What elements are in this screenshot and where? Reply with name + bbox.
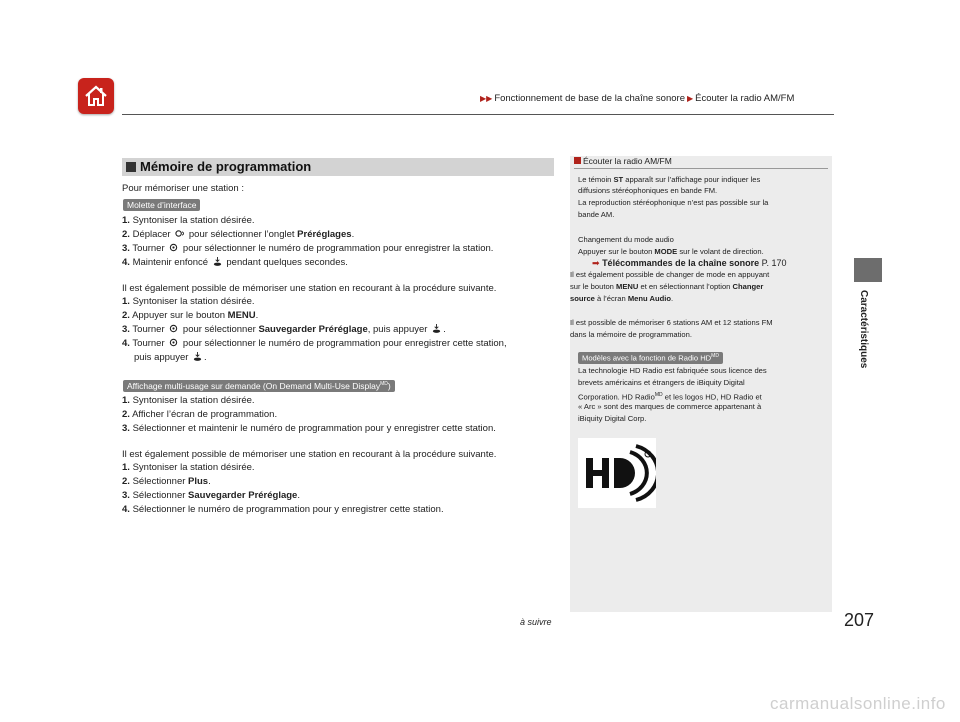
breadcrumb-item-2[interactable]: Écouter la radio AM/FM	[695, 93, 795, 104]
tag-interface-dial: Molette d’interface	[123, 199, 200, 211]
page-number: 207	[844, 610, 875, 630]
step: 4. Tourner pour sélectionner le numéro de programmation pour enregistrer cette station,	[122, 338, 507, 349]
step: 2. Appuyer sur le bouton MENU.	[122, 310, 259, 321]
note-text: « Arc » sont des marques de commerce appartenant à	[578, 402, 762, 411]
note-text: dans la mémoire de programmation.	[570, 330, 692, 339]
step-continuation: puis appuyer .	[134, 352, 207, 363]
step: 1. Syntoniser la station désirée.	[122, 462, 255, 473]
step: 2. Afficher l’écran de programmation.	[122, 409, 278, 420]
home-button[interactable]	[78, 78, 114, 114]
chapter-label: Caractéristiques	[858, 290, 869, 369]
tag-hd-radio: Modèles avec la fonction de Radio $HD^{MD}$	[578, 352, 723, 364]
dial-rotate-icon	[169, 243, 178, 252]
breadcrumb-item-1[interactable]: Fonctionnement de base de la chaîne sonore	[494, 93, 685, 104]
dial-press-icon	[193, 352, 202, 361]
step: 3. Sélectionner et maintenir le numéro de programmation pour y enregistrer cette station.	[122, 423, 496, 434]
link-arrow-icon: ➡	[592, 258, 600, 268]
note-text: Il est possible de mémoriser 6 stations AM et 12 stations FM	[570, 318, 773, 327]
hd-radio-logo	[578, 438, 656, 508]
header-divider	[122, 114, 834, 115]
step: 4. Maintenir enfoncé pendant quelques secondes.	[122, 257, 348, 268]
note-text: La reproduction stéréophonique n’est pas possible sur la	[578, 198, 769, 207]
step: 4. Sélectionner le numéro de programmation pour y enregistrer cette station.	[122, 504, 444, 515]
step: 1. Syntoniser la station désirée.	[122, 215, 255, 226]
dial-rotate-icon	[169, 338, 178, 347]
note-text: diffusions stéréophoniques en bande FM.	[578, 186, 718, 195]
note-text: Le témoin ST apparaît sur l’affichage pour indiquer les	[578, 175, 761, 184]
section-square-icon	[126, 162, 136, 172]
intro-text: Pour mémoriser une station :	[122, 183, 244, 194]
step: 2. Sélectionner Plus.	[122, 476, 211, 487]
dial-rotate-icon	[169, 324, 178, 333]
step: 3. Tourner pour sélectionner le numéro de programmation pour enregistrer la station.	[122, 243, 494, 254]
step: 2. Déplacer pour sélectionner l’onglet Préréglages.	[122, 229, 355, 240]
section-title-bar	[122, 158, 554, 176]
note-text: brevets américains et étrangers de iBiquity Digital	[578, 378, 745, 387]
note-text: bande AM.	[578, 210, 615, 219]
note-text: sur le bouton MENU et en sélectionnant l’option Changer	[570, 282, 764, 291]
note-divider	[574, 168, 828, 169]
note-link[interactable]: ➡ Télécommandes de la chaîne sonore P. 170	[592, 258, 787, 268]
section-title: Mémoire de programmation	[140, 159, 312, 174]
continued-label: à suivre	[520, 617, 552, 627]
dial-move-icon	[175, 229, 184, 238]
note-text: Changement du mode audio	[578, 235, 674, 244]
breadcrumb: ▶▶ Fonctionnement de base de la chaîne sonore ▶ Écouter la radio AM/FM	[480, 93, 795, 104]
note-text: Corporation. HD Radio$^{MD}$ et les logos HD, HD Radio et	[578, 392, 762, 402]
note-header: Écouter la radio AM/FM	[574, 156, 672, 166]
watermark: carmanualsonline.info	[770, 694, 946, 713]
step: 3. Tourner pour sélectionner Sauvegarder Préréglage, puis appuyer .	[122, 324, 446, 335]
dial-press-icon	[432, 324, 441, 333]
alt-procedure-text: Il est également possible de mémoriser une station en recourant à la procédure suivante.	[122, 283, 497, 294]
tag-odmd: Affichage multi-usage sur demande (On Demand Multi-Use Display$^{MD}$)	[123, 380, 395, 392]
note-text: iBiquity Digital Corp.	[578, 414, 647, 423]
note-marker-icon	[574, 157, 581, 164]
step: 1. Syntoniser la station désirée.	[122, 395, 255, 406]
note-text: La technologie HD Radio est fabriquée sous licence des	[578, 366, 767, 375]
note-text: source à l’écran Menu Audio.	[570, 294, 674, 303]
note-text: Il est également possible de changer de mode en appuyant	[570, 270, 770, 279]
side-note	[570, 156, 832, 612]
step: 1. Syntoniser la station désirée.	[122, 296, 255, 307]
alt-procedure-text: Il est également possible de mémoriser une station en recourant à la procédure suivante.	[122, 449, 497, 460]
chapter-tab[interactable]	[854, 258, 882, 282]
dial-press-icon	[213, 257, 222, 266]
step: 3. Sélectionner Sauvegarder Préréglage.	[122, 490, 300, 501]
note-text: Appuyer sur le bouton MODE sur le volant de direction.	[578, 247, 764, 256]
home-icon	[82, 82, 110, 110]
